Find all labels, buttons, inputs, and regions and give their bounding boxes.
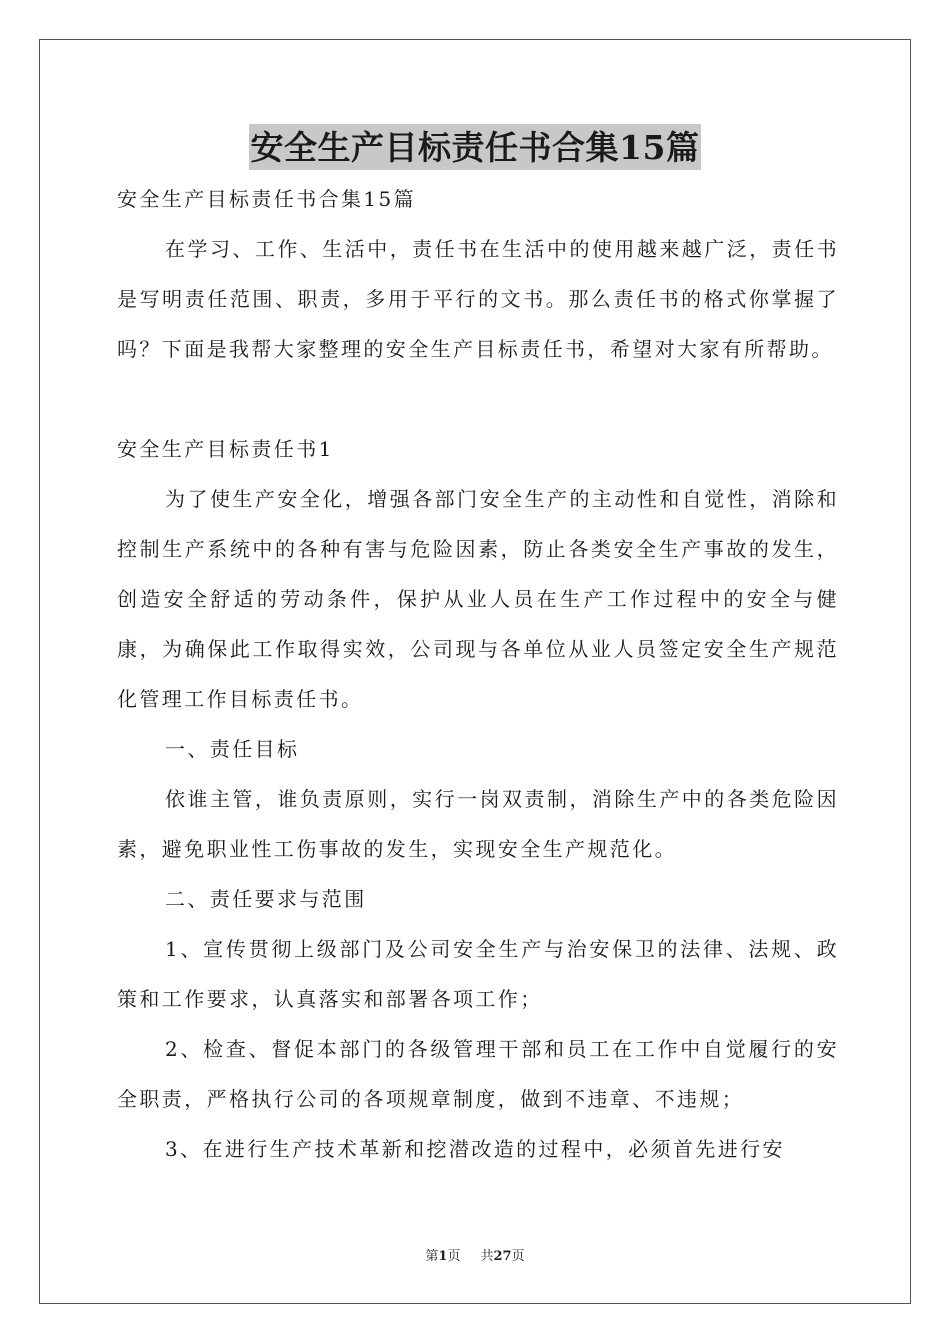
page-footer bbox=[0, 1245, 950, 1264]
total-suffix: 页 bbox=[511, 1249, 525, 1264]
section1-paragraph: 为了使生产安全化，增强各部门安全生产的主动性和自觉性，消除和控制生产系统中的各种有害与危险因素，防止各类安全生产事故的发生，创造安全舒适的劳动条件，保护从业人员在生产工作过程中的安全与健康，为确保此工作取得实效，公司现与各单位从业人员签定安全生产规范化管理工作目标责任书。 bbox=[117, 487, 839, 711]
goal-paragraph: 依谁主管，谁负责原则，实行一岗双责制，消除生产中的各类危险因素，避免职业性工伤事故的发生，实现安全生产规范化。 bbox=[117, 787, 839, 861]
document-title: 安全生产目标责任书合集15篇 bbox=[249, 124, 702, 170]
intro-paragraph: 在学习、工作、生活中，责任书在生活中的使用越来越广泛，责任书是写明责任范围、职责，多用于平行的文书。那么责任书的格式你掌握了吗？下面是我帮大家整理的安全生产目标责任书，希望对大家有所帮助。 bbox=[117, 237, 839, 361]
requirement-item-3: 3、在进行生产技术革新和挖潜改造的过程中，必须首先进行安 bbox=[165, 1137, 785, 1161]
page-current: 1 bbox=[438, 1249, 448, 1264]
requirement-item-1: 1、宣传贯彻上级部门及公司安全生产与治安保卫的法律、法规、政策和工作要求，认真落实和部署各项工作； bbox=[117, 937, 839, 1011]
title-container bbox=[0, 124, 950, 170]
total-prefix: 共 bbox=[480, 1249, 494, 1264]
page-total: 27 bbox=[493, 1249, 512, 1264]
requirement-item-2: 2、检查、督促本部门的各级管理干部和员工在工作中自觉履行的安全职责，严格执行公司的各项规章制度，做到不违章、不违规； bbox=[117, 1037, 839, 1111]
heading-requirements: 二、责任要求与范围 bbox=[165, 887, 367, 911]
section-heading-1: 安全生产目标责任书1 bbox=[117, 437, 334, 461]
document-subtitle: 安全生产目标责任书合集15篇 bbox=[117, 187, 417, 211]
page-suffix: 页 bbox=[447, 1249, 461, 1264]
heading-goal: 一、责任目标 bbox=[165, 737, 300, 761]
page-prefix: 第 bbox=[425, 1249, 439, 1264]
